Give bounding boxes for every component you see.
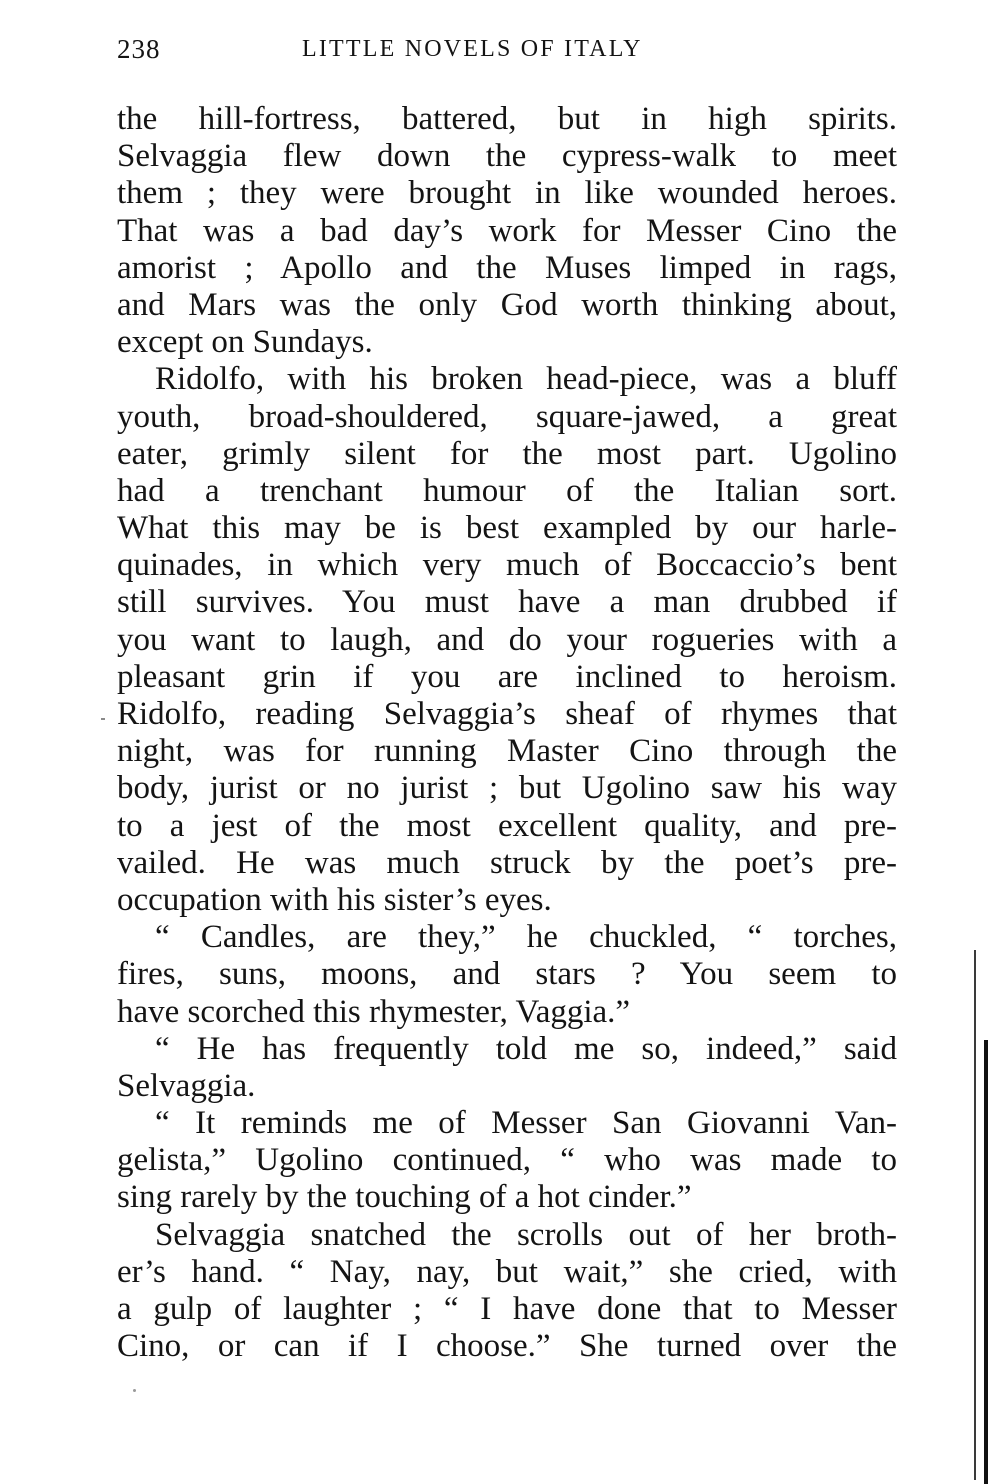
running-title: LITTLE NOVELS OF ITALY	[302, 36, 643, 62]
text-line: Selvaggia.	[117, 1067, 256, 1104]
text-line: eater, grimly silent for the most part. Ugolino	[117, 435, 897, 472]
text-line: pleasant grin if you are inclined to heroism.	[117, 658, 897, 695]
text-line: to a jest of the most excellent quality, and pre-	[117, 807, 897, 844]
text-line: That was a bad day’s work for Messer Cino the	[117, 212, 897, 249]
page-edge-line	[974, 950, 976, 1480]
text-line: Ridolfo, reading Selvaggia’s sheaf of rhymes that	[117, 696, 897, 732]
text-line: and Mars was the only God worth thinking about,	[117, 286, 897, 323]
text-line: have scorched this rhymester, Vaggia.”	[117, 993, 631, 1030]
text-line: “ He has frequently told me so, indeed,” said	[155, 1030, 897, 1067]
text-line: er’s hand. “ Nay, nay, but wait,” she cried, with	[117, 1253, 897, 1290]
text-line: you want to laugh, and do your rogueries with a	[117, 621, 897, 658]
text-line: amorist ; Apollo and the Muses limped in rags,	[117, 249, 897, 286]
text-line: occupation with his sister’s eyes.	[117, 881, 552, 918]
page-header	[117, 34, 897, 74]
text-line: youth, broad-shouldered, square-jawed, a great	[117, 398, 897, 435]
text-line: quinades, in which very much of Boccaccio’s bent	[117, 547, 897, 584]
margin-dot	[133, 1389, 136, 1392]
text-line: vailed. He was much struck by the poet’s pre-	[117, 844, 897, 881]
text-line: Selvaggia snatched the scrolls out of her broth-	[155, 1216, 897, 1253]
text-line: night, was for running Master Cino through the	[117, 733, 897, 770]
text-line: body, jurist or no jurist ; but Ugolino saw his way	[117, 770, 897, 807]
text-line: gelista,” Ugolino continued, “ who was made to	[117, 1142, 897, 1179]
text-line: a gulp of laughter ; “ I have done that to Messer	[117, 1291, 897, 1327]
body-text	[117, 101, 897, 1365]
page-number: 238	[117, 34, 161, 64]
text-line: the hill-fortress, battered, but in high spirits.	[117, 101, 897, 137]
text-line: Cino, or can if I choose.” She turned over the	[117, 1328, 897, 1365]
text-line: had a trenchant humour of the Italian sort.	[117, 472, 897, 509]
text-line: Selvaggia flew down the cypress-walk to meet	[117, 138, 897, 175]
text-line: fires, suns, moons, and stars ? You seem to	[117, 956, 897, 993]
text-line: Ridolfo, with his broken head-piece, was a bluff	[155, 361, 897, 398]
text-line: “ It reminds me of Messer San Giovanni Van-	[155, 1105, 897, 1142]
text-line: “ Candles, are they,” he chuckled, “ torches,	[155, 919, 897, 956]
text-line: sing rarely by the touching of a hot cinder.”	[117, 1179, 692, 1216]
text-line: except on Sundays.	[117, 324, 373, 361]
text-line: still survives. You must have a man drubbed if	[117, 584, 897, 621]
text-line: What this may be is best exampled by our harle-	[117, 510, 897, 547]
margin-mark	[101, 718, 105, 720]
page-edge-shadow	[984, 1040, 988, 1484]
text-line: them ; they were brought in like wounded heroes.	[117, 175, 897, 212]
